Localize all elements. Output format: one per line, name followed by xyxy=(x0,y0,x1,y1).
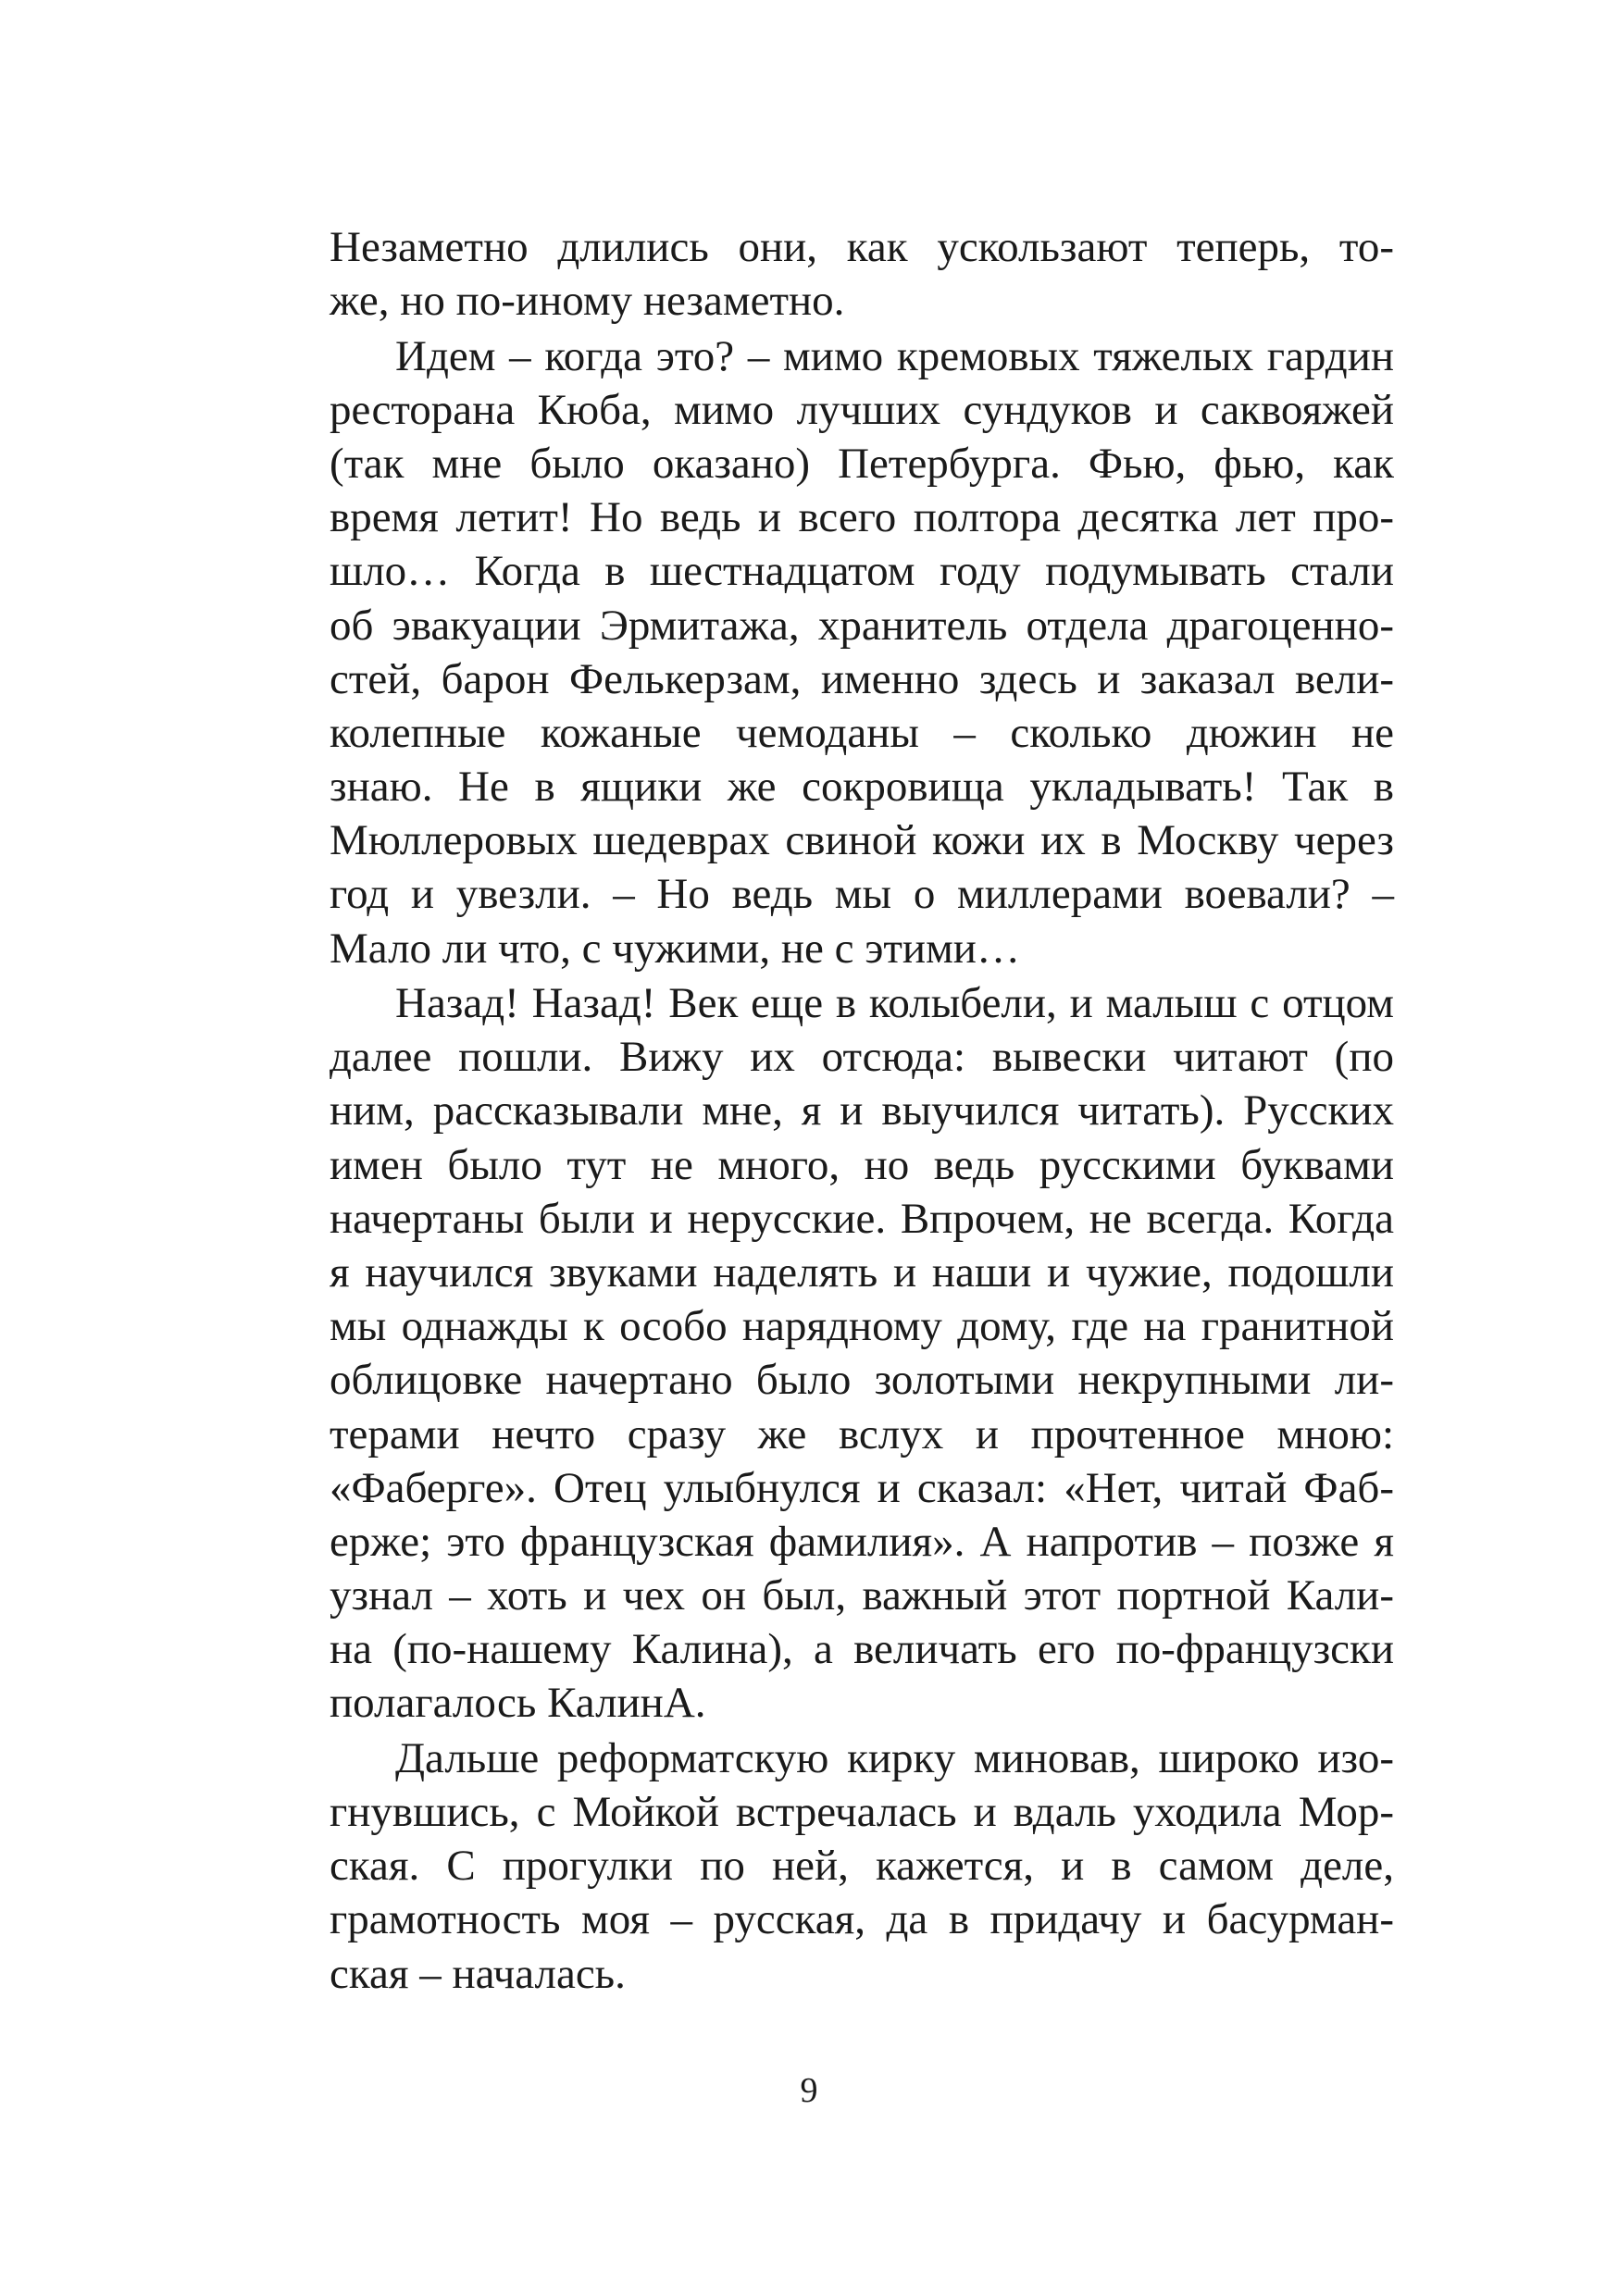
text-line: колепные кожаные чемоданы – сколько дюжин не xyxy=(330,708,1394,757)
paragraph xyxy=(330,1731,1394,2001)
text-line: же, но по-иному незаметно. xyxy=(330,277,845,326)
text-line: Идем – когда это? – мимо кремовых тяжелых гардин xyxy=(395,331,1394,380)
text-line: время летит! Но ведь и всего полтора десятка лет про- xyxy=(330,493,1394,542)
text-line: терами нечто сразу же вслух и прочтенное мною: xyxy=(330,1409,1394,1458)
text-line: год и увезли. – Но ведь мы о миллерами воевали? – xyxy=(330,870,1394,919)
text-line: Незаметно длились они, как ускользают теперь, то- xyxy=(330,223,1394,271)
text-line: на (по-нашему Калина), а величать его по-французски xyxy=(330,1625,1394,1674)
text-line: ская – началась. xyxy=(330,1949,626,1998)
text-line: стей, барон Фелькерзам, именно здесь и заказал вели- xyxy=(330,654,1394,703)
text-line: далее пошли. Вижу их отсюда: вывески читают (по xyxy=(330,1033,1394,1082)
text-line: Мало ли что, с чужими, не с этими… xyxy=(330,924,1020,973)
text-line: ерже; это французская фамилия». А напротив – позже я xyxy=(330,1517,1394,1566)
text-line: «Фаберге». Отец улыбнулся и сказал: «Нет, читай Фаб- xyxy=(330,1463,1394,1512)
text-line: имен было тут не много, но ведь русскими буквами xyxy=(330,1140,1394,1189)
text-line: полагалось КалинА. xyxy=(330,1679,706,1728)
text-line: узнал – хоть и чех он был, важный этот портной Кали- xyxy=(330,1571,1394,1620)
text-line: шло… Когда в шестнадцатом году подумывать стали xyxy=(330,547,1394,596)
text-line: Мюллеровых шедеврах свиной кожи их в Москву через xyxy=(330,816,1394,865)
text-line: знаю. Не в ящики же сокровища укладывать! Так в xyxy=(330,763,1394,812)
paragraph xyxy=(330,976,1394,1731)
text-line: ская. С прогулки по ней, кажется, и в самом деле, xyxy=(330,1842,1394,1891)
text-line: мы однажды к особо нарядному дому, где на гранитной xyxy=(330,1302,1394,1351)
text-line: гнувшись, с Мойкой встречалась и вдаль уходила Мор- xyxy=(330,1788,1394,1836)
text-line: ним, рассказывали мне, я и выучился читать). Русских xyxy=(330,1086,1394,1136)
text-line: об эвакуации Эрмитажа, хранитель отдела драгоценно- xyxy=(330,601,1394,650)
text-line: Назад! Назад! Век еще в колыбели, и малыш с отцом xyxy=(395,979,1394,1027)
paragraph xyxy=(330,220,1394,328)
body-text xyxy=(330,220,1394,2001)
text-line: облицовке начертано было золотыми некрупными ли- xyxy=(330,1356,1394,1405)
text-line: я научился звуками наделять и наши и чужие, подошли xyxy=(330,1247,1394,1297)
page-number: 9 xyxy=(800,2071,818,2110)
text-line: ресторана Кюба, мимо лучших сундуков и саквояжей xyxy=(330,385,1394,434)
paragraph xyxy=(330,329,1394,975)
text-line: начертаны были и нерусские. Впрочем, не всегда. Когда xyxy=(330,1194,1394,1243)
text-line: Дальше реформатскую кирку миновав, широко изо- xyxy=(395,1733,1394,1782)
text-line: грамотность моя – русская, да в придачу и басурман- xyxy=(330,1895,1394,1944)
text-line: (так мне было оказано) Петербурга. Фью, фью, как xyxy=(330,439,1394,488)
